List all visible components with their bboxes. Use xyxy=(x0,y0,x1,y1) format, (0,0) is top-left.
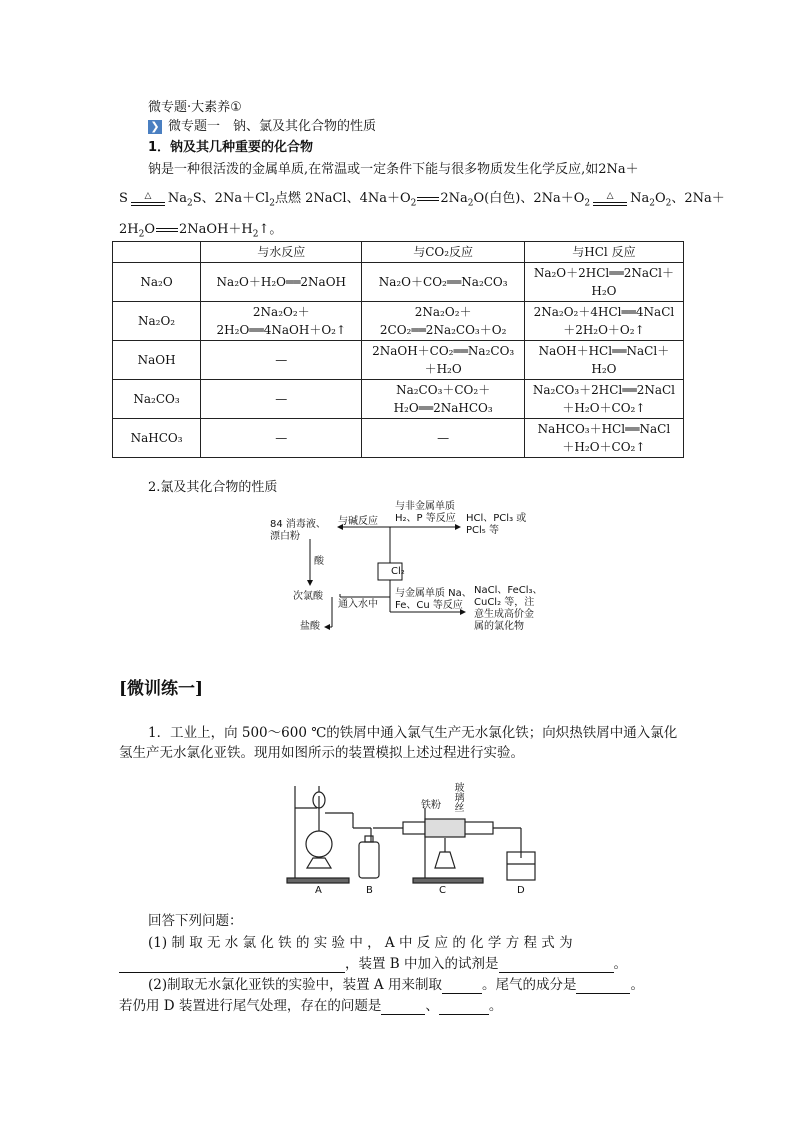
table-row xyxy=(113,302,684,341)
table-cell: NaOH＋HCl══NaCl＋ H₂O xyxy=(524,341,683,380)
node-hcl-pcl: HCl、PCl₃ 或 PCl₅ 等 xyxy=(466,513,527,536)
letter-d: D xyxy=(517,885,525,896)
table-row xyxy=(113,263,684,302)
chlorine-diagram xyxy=(270,497,570,642)
table-header-cell: 与HCl 反应 xyxy=(524,242,683,263)
answer-prompt: 回答下列问题： xyxy=(148,913,243,929)
table-header-cell: 与CO₂反应 xyxy=(362,242,524,263)
node-hydrochloric-acid: 盐酸 xyxy=(300,621,320,632)
sodium-compounds-table xyxy=(112,241,684,458)
edge-into-water: 通入水中 xyxy=(338,599,378,610)
table-cell: 2NaOH＋CO₂══Na₂CO₃ ＋H₂O xyxy=(362,341,524,380)
node-bleach: 84 消毒液、 漂白粉 xyxy=(270,519,326,542)
letter-c: C xyxy=(439,885,446,896)
table-cell: 2Na₂O₂＋ 2CO₂══2Na₂CO₃＋O₂ xyxy=(362,302,524,341)
table-cell: Na₂CO₃＋2HCl══2NaCl ＋H₂O＋CO₂↑ xyxy=(524,380,683,419)
table-cell: NaHCO₃＋HCl══NaCl ＋H₂O＋CO₂↑ xyxy=(524,419,683,458)
table-cell: 2Na₂O₂＋4HCl══4NaCl ＋2H₂O＋O₂↑ xyxy=(524,302,683,341)
section-tag: 微专题·大素养① xyxy=(148,100,242,115)
part1-title: 1．钠及其几种重要的化合物 xyxy=(148,140,314,155)
part1-line2: S △ $Na_2S$、$2Na+Cl_2$点燃 2NaCl、$4Na+O_2$ $2Na_2O$(白色)、$2Na+O_2$ △ $Na_2O_2$、2Na＋ xyxy=(119,190,725,209)
part2-title: 2.氯及其化合物的性质 xyxy=(148,480,278,495)
edge-metal: 与金属单质 Na、 Fe、Cu 等反应 xyxy=(395,588,472,611)
table-cell: Na₂O＋2HCl══2NaCl＋ H₂O xyxy=(524,263,683,302)
q1-part1-line2: ，装置 B 中加入的试剂是 。 xyxy=(119,955,627,973)
topic-heading xyxy=(148,118,376,136)
letter-a: A xyxy=(315,885,322,896)
node-metal-chlorides: NaCl、FeCl₃、 CuCl₂ 等，注 意生成高价金 属的氯化物 xyxy=(474,585,543,632)
table-header-row xyxy=(113,242,684,263)
exercise-title: [微训练一] xyxy=(119,679,204,699)
table-row xyxy=(113,419,684,458)
table-row-label: Na₂CO₃ xyxy=(113,380,201,419)
table-header-cell: 与水反应 xyxy=(201,242,362,263)
node-hclo: 次氯酸 xyxy=(293,591,323,602)
answer-blank-product[interactable] xyxy=(442,993,482,994)
table-cell: — xyxy=(362,419,524,458)
table-cell: Na₂O＋CO₂══Na₂CO₃ xyxy=(362,263,524,302)
q1-intro-line2: 氢生产无水氯化亚铁。现用如图所示的装置模拟上述过程进行实验。 xyxy=(119,745,524,761)
answer-blank-equation[interactable] xyxy=(119,972,345,973)
edge-nonmetal: 与非金属单质 H₂、P 等反应 xyxy=(395,501,456,524)
q1-part1-line1: (1) 制 取 无 水 氯 化 铁 的 实 验 中 ， A 中 反 应 的 化 学 方 程 式 为 xyxy=(148,935,573,951)
edge-acid: 酸 xyxy=(314,556,324,567)
table-cell: Na₂O＋H₂O══2NaOH xyxy=(201,263,362,302)
apparatus-drawing xyxy=(285,778,545,898)
q1-intro-line1: 1．工业上，向 500～600 ℃的铁屑中通入氯气生产无水氯化铁；向炽热铁屑中通入氯化 xyxy=(148,725,678,741)
answer-blank-reagent[interactable] xyxy=(499,972,614,973)
part1-line1: 钠是一种很活泼的金属单质,在常温或一定条件下能与很多物质发生化学反应,如2Na＋ xyxy=(148,162,639,177)
table-cell: — xyxy=(201,419,362,458)
answer-blank-tail-gas[interactable] xyxy=(576,993,630,994)
table-cell: — xyxy=(201,380,362,419)
cl2-label: Cl₂ xyxy=(391,566,405,577)
answer-blank-problem-1[interactable] xyxy=(381,1014,425,1015)
topic-text: 微专题一 钠、氯及其化合物的性质 xyxy=(168,119,377,134)
label-iron-powder: 铁粉 xyxy=(421,800,441,811)
table-cell: — xyxy=(201,341,362,380)
part1-line3: $2H_2O$ $2NaOH+H_2↑$。 xyxy=(119,222,283,240)
label-glass-wool: 玻璃丝 xyxy=(452,782,463,812)
table-row-label: Na₂O₂ xyxy=(113,302,201,341)
table-row-label: NaHCO₃ xyxy=(113,419,201,458)
table-cell: 2Na₂O₂＋ 2H₂O══4NaOH＋O₂↑ xyxy=(201,302,362,341)
table-row-label: NaOH xyxy=(113,341,201,380)
answer-blank-problem-2[interactable] xyxy=(439,1014,489,1015)
table-row xyxy=(113,341,684,380)
apparatus-figure xyxy=(285,778,545,898)
edge-with-base: 与碱反应 xyxy=(338,516,378,527)
q1-part2-line1: (2)制取无水氯化亚铁的实验中，装置 A 用来制取 。尾气的成分是 。 xyxy=(148,977,644,993)
table-header-cell xyxy=(113,242,201,263)
letter-b: B xyxy=(366,885,373,896)
q1-part2-line2: 若仍用 D 装置进行尾气处理，存在的问题是 、 。 xyxy=(119,998,503,1014)
arrow-tag-icon: ❯ xyxy=(148,120,162,134)
table-row xyxy=(113,380,684,419)
table-cell: Na₂CO₃＋CO₂＋ H₂O══2NaHCO₃ xyxy=(362,380,524,419)
table-row-label: Na₂O xyxy=(113,263,201,302)
